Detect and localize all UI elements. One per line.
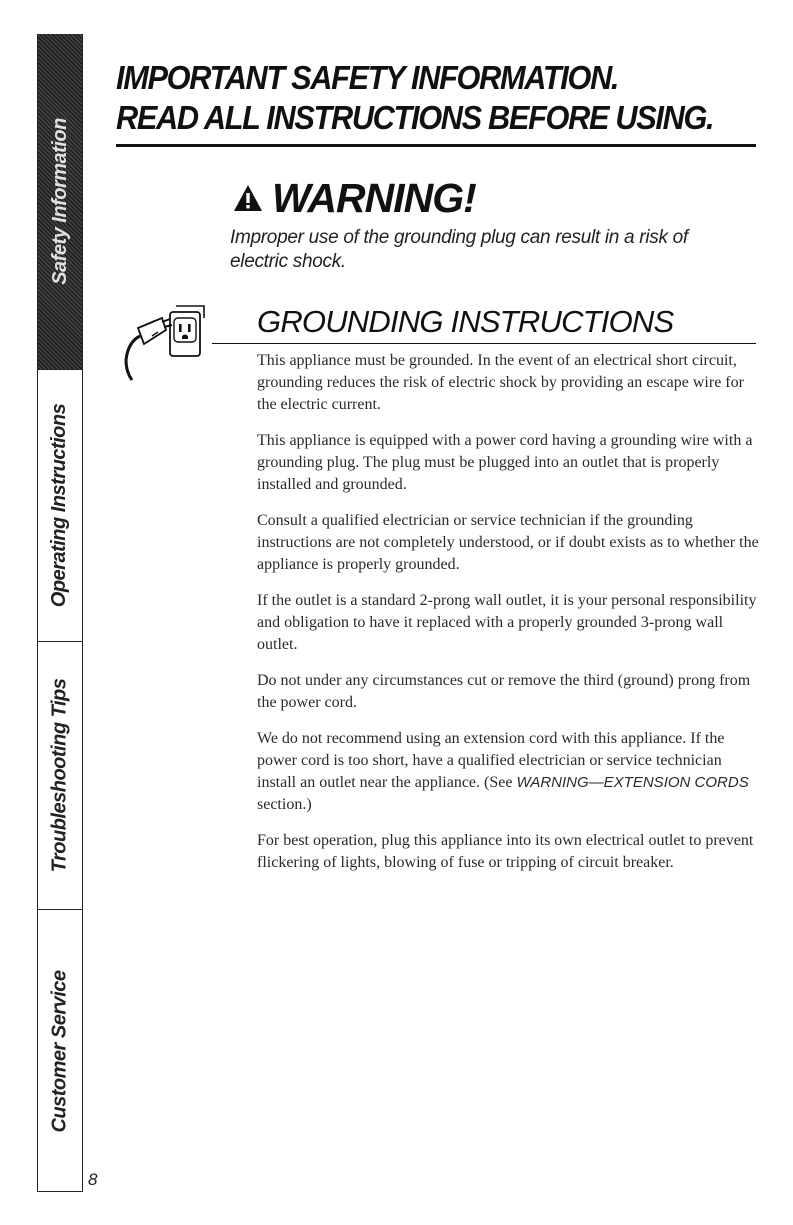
page-header <box>116 58 756 138</box>
tab-label: Operating Instructions <box>48 403 71 608</box>
grounding-body <box>257 350 762 888</box>
header-line-1: IMPORTANT SAFETY INFORMATION. <box>116 59 619 96</box>
tab-operating-instructions[interactable] <box>38 370 82 642</box>
grounding-title: GROUNDING INSTRUCTIONS <box>257 304 674 339</box>
paragraph-text: section.) <box>257 796 312 813</box>
tab-customer-service[interactable] <box>38 910 82 1192</box>
tab-label: Customer Service <box>48 969 71 1133</box>
header-line-2: READ ALL INSTRUCTIONS BEFORE USING. <box>116 99 714 136</box>
tab-troubleshooting-tips[interactable] <box>38 642 82 910</box>
warning-heading <box>230 175 476 221</box>
paragraph-text: We do not recommend using an extension cord with this appliance. If the power cord is too short, have a qualified electrician or service technician install an outlet near the appliance. (See <box>257 730 725 791</box>
warning-text: Improper use of the grounding plug can result in a risk of electric shock. <box>230 227 688 272</box>
tab-label: Safety Information <box>48 118 71 285</box>
paragraph: For best operation, plug this appliance into its own electrical outlet to prevent flickering of lights, blowing of fuse or tripping of circuit breaker. <box>257 832 754 871</box>
page-number: 8 <box>88 1170 98 1189</box>
grounding-divider <box>212 343 756 344</box>
tab-label: Troubleshooting Tips <box>48 678 71 873</box>
warning-triangle-icon <box>230 180 266 216</box>
grounding-plug-icon <box>118 300 208 384</box>
paragraph: Do not under any circumstances cut or remove the third (ground) prong from the power cord. <box>257 672 751 711</box>
side-section-tabs <box>37 34 83 1192</box>
warning-title: WARNING! <box>272 175 476 221</box>
paragraph: If the outlet is a standard 2-prong wall outlet, it is your personal responsibility and obligation to have it replaced with a properly grounded 3-prong wall outlet. <box>257 592 757 653</box>
extension-cords-reference: WARNING—EXTENSION CORDS <box>516 774 749 791</box>
header-divider <box>116 144 756 147</box>
paragraph: This appliance must be grounded. In the event of an electrical short circuit, grounding reduces the risk of electric shock by providing an escape wire for the electric current. <box>257 352 744 413</box>
paragraph: Consult a qualified electrician or service technician if the grounding instructions are not completely understood, or if doubt exists as to whether the appliance is properly grounded. <box>257 512 759 573</box>
tab-safety-information[interactable] <box>38 34 82 370</box>
tabs-bottom-rule <box>37 1191 83 1192</box>
extension-cord-paragraph <box>257 728 762 816</box>
paragraph: This appliance is equipped with a power cord having a grounding wire with a grounding plug. The plug must be plugged into an outlet that is properly installed and grounded. <box>257 432 753 493</box>
